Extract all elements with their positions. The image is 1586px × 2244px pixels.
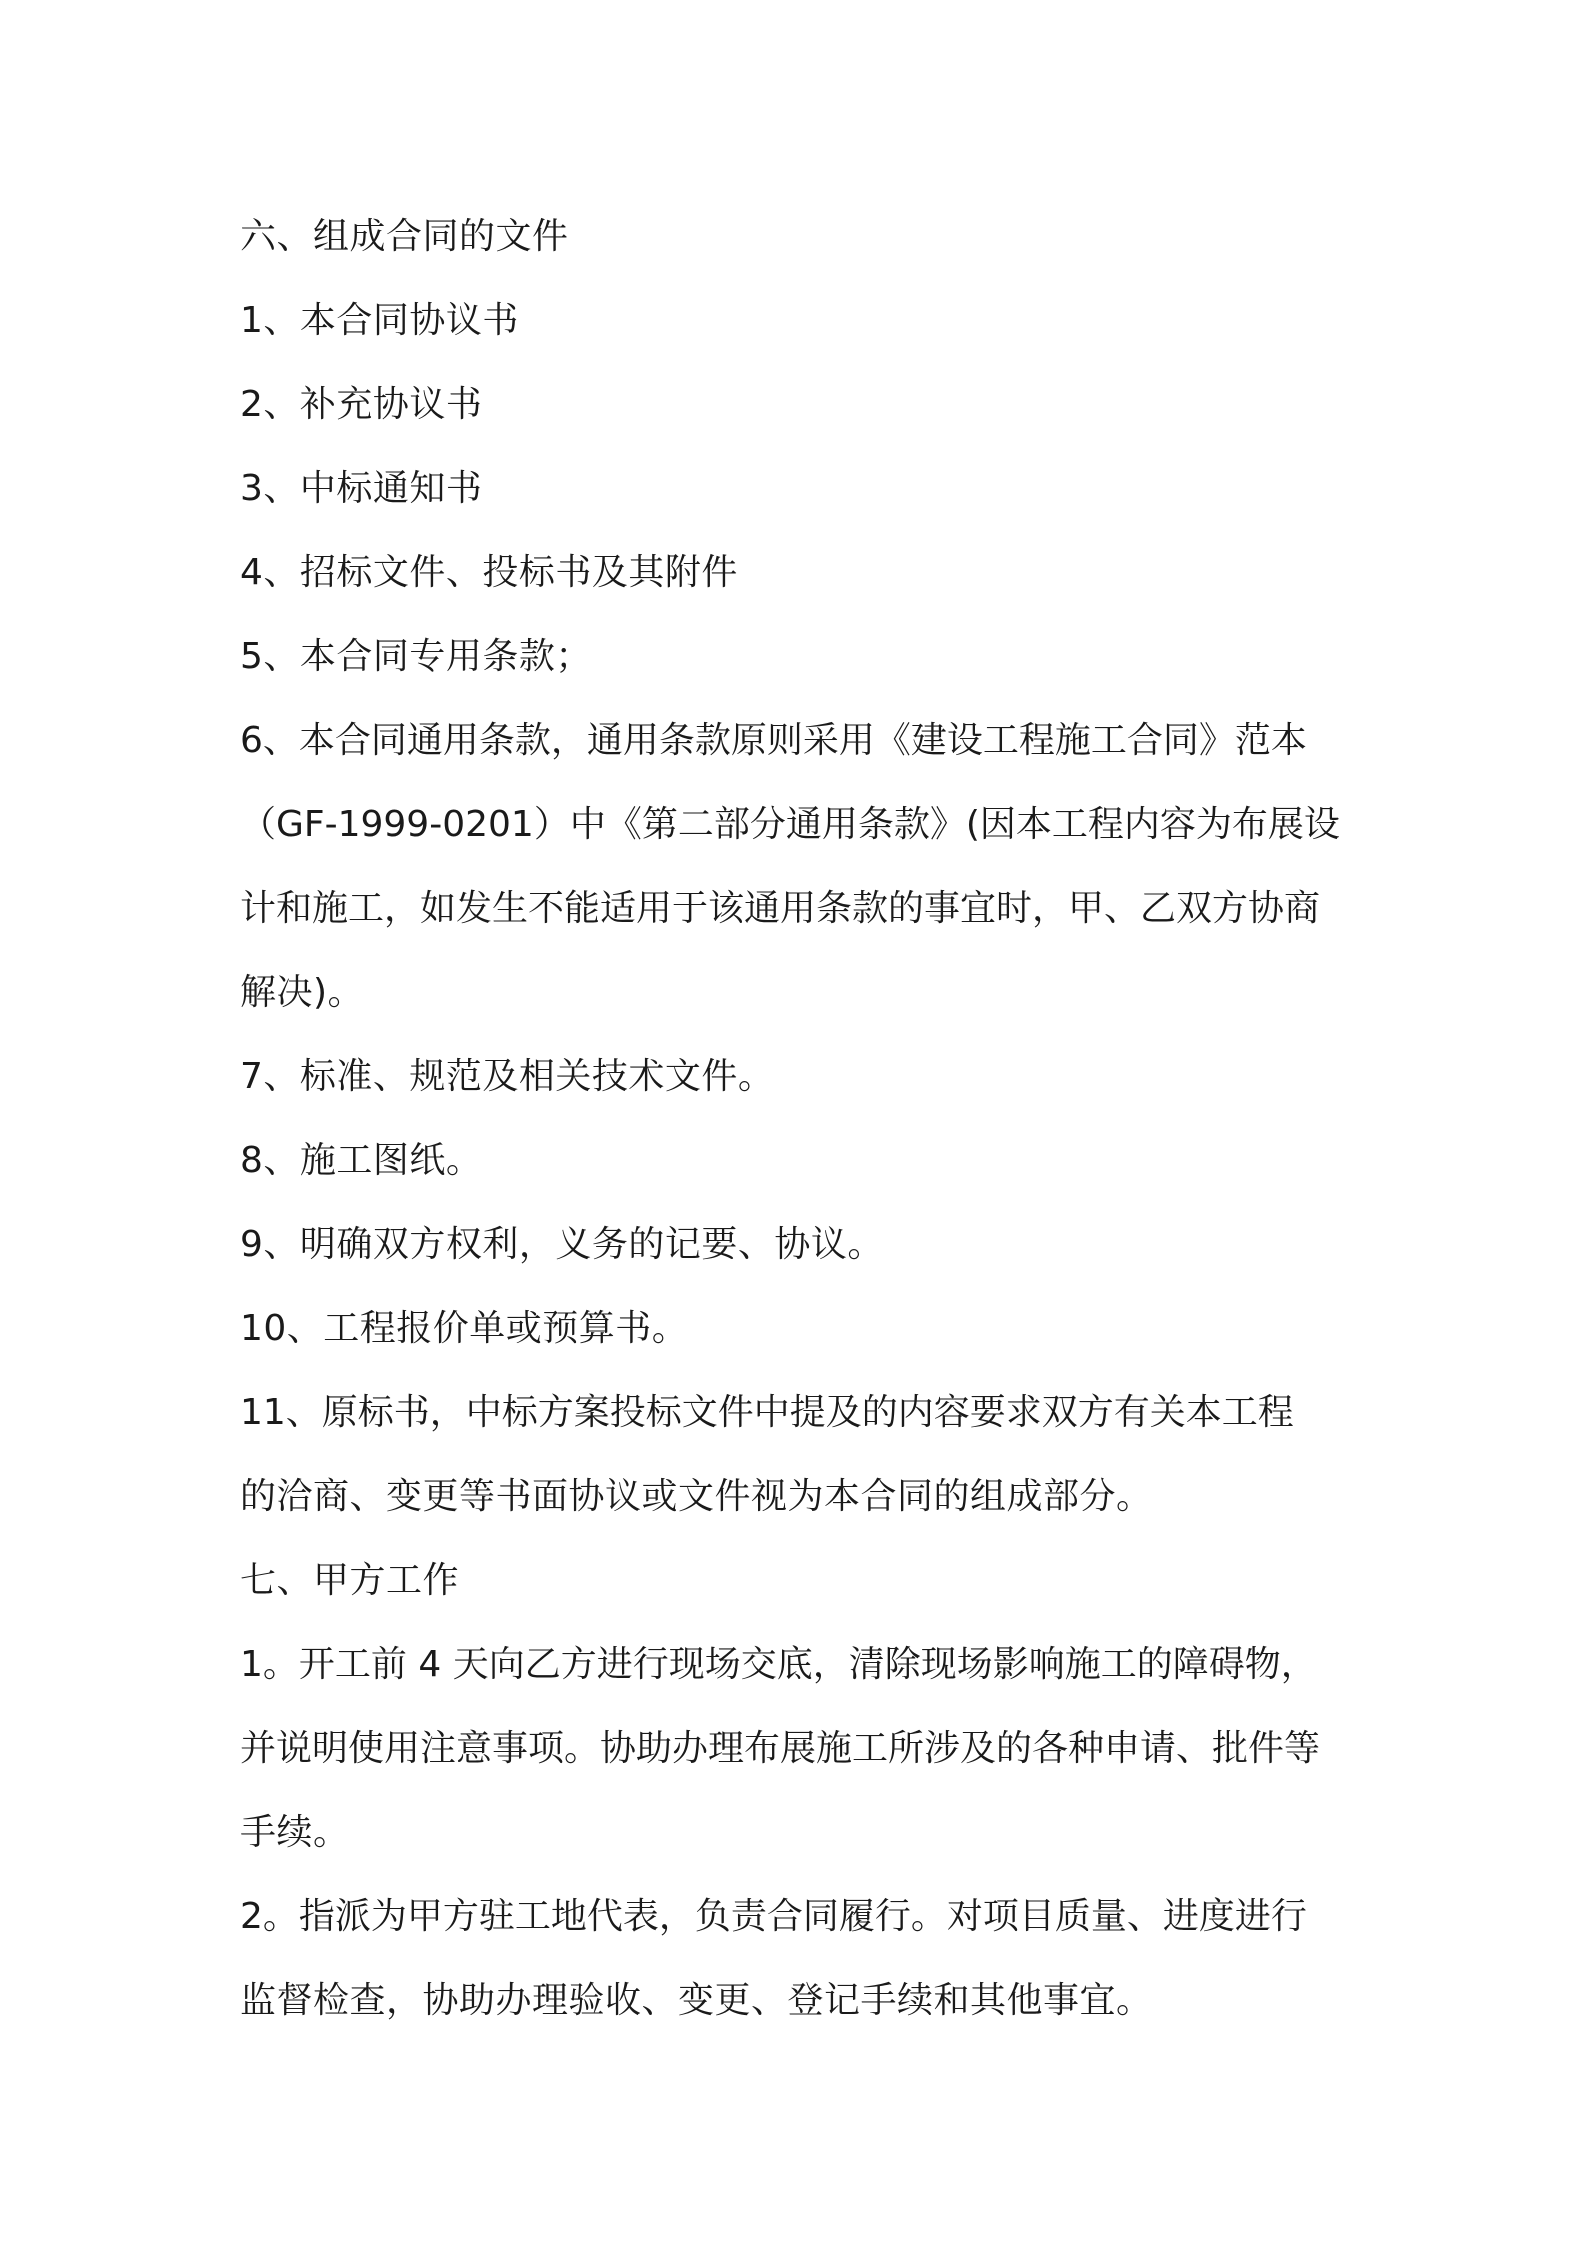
list-item-2: 2、补充协议书 [240, 384, 483, 425]
list-item-6-line-2: （GF-1999-0201）中《第二部分通用条款》(因本工程内容为布展设 [240, 804, 1340, 845]
list-item-11-line-2: 的洽商、变更等书面协议或文件视为本合同的组成部分。 [240, 1476, 1153, 1517]
list-item-7: 7、标准、规范及相关技术文件。 [240, 1056, 775, 1097]
party-a-item-1-line-1: 1。开工前 4 天向乙方进行现场交底，清除现场影响施工的障碍物， [240, 1644, 1317, 1685]
document-body [240, 195, 1360, 2043]
party-a-item-2-line-1: 2。指派为甲方驻工地代表，负责合同履行。对项目质量、进度进行 [240, 1896, 1307, 1937]
list-item-3: 3、中标通知书 [240, 468, 483, 509]
list-item-9: 9、明确双方权利，义务的记要、协议。 [240, 1224, 884, 1265]
list-item-8: 8、施工图纸。 [240, 1140, 483, 1181]
list-item-11-line-1: 11、原标书，中标方案投标文件中提及的内容要求双方有关本工程 [240, 1392, 1294, 1433]
list-item-6-line-4: 解决)。 [240, 972, 365, 1013]
list-item-5: 5、本合同专用条款； [240, 636, 592, 677]
list-item-1: 1、本合同协议书 [240, 300, 519, 341]
list-item-4: 4、招标文件、投标书及其附件 [240, 552, 738, 593]
party-a-item-1-line-3: 手续。 [240, 1812, 350, 1853]
section-heading-6: 六、组成合同的文件 [240, 216, 569, 257]
list-item-6-line-3: 计和施工，如发生不能适用于该通用条款的事宜时，甲、乙双方协商 [240, 888, 1321, 929]
party-a-item-1-line-2: 并说明使用注意事项。协助办理布展施工所涉及的各种申请、批件等 [240, 1728, 1321, 1769]
section-heading-7: 七、甲方工作 [240, 1560, 460, 1601]
party-a-item-2-line-2: 监督检查，协助办理验收、变更、登记手续和其他事宜。 [240, 1980, 1153, 2021]
list-item-10: 10、工程报价单或预算书。 [240, 1308, 689, 1349]
list-item-6-line-1: 6、本合同通用条款，通用条款原则采用《建设工程施工合同》范本 [240, 720, 1307, 761]
